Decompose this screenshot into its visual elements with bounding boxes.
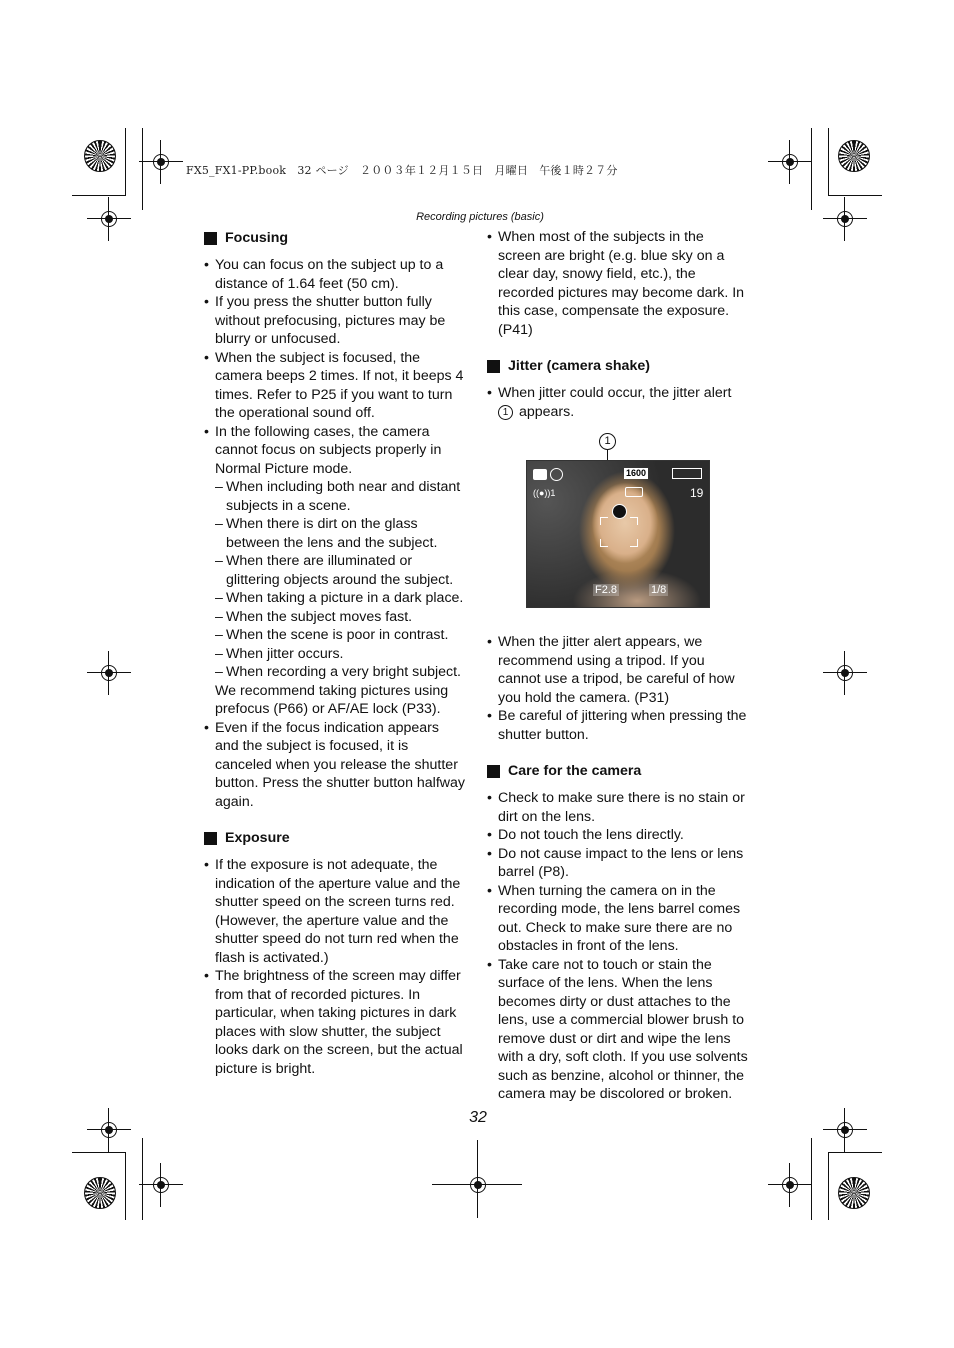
heading-square-icon: [204, 832, 217, 845]
heading-square-icon: [487, 765, 500, 778]
right-column: [487, 228, 749, 1104]
exposure-continued-list: [487, 228, 749, 339]
jitter-advice-list: [487, 633, 749, 744]
list-item: • When the subject is focused, the camera beeps 2 times. If not, it beeps 4 times. Refer to P25 if you want to turn the operational sound off.: [204, 349, 466, 423]
list-item: – When jitter occurs.: [215, 645, 466, 664]
list-item: • Do not touch the lens directly.: [487, 826, 749, 845]
list-item: • When the jitter alert appears, we recommend using a tripod. If you cannot use a tripod, be careful of how you hold the camera. (P31): [487, 633, 749, 707]
figure-callout: 1: [599, 433, 616, 450]
list-item: – When taking a picture in a dark place.: [215, 589, 466, 608]
list-item: • If you press the shutter button fully without prefocusing, pictures may be blurry or unfocused.: [204, 293, 466, 349]
list-item: • Do not cause impact to the lens or lens barrel (P8).: [487, 845, 749, 882]
heading-square-icon: [487, 360, 500, 373]
color-rosette-top-left: [84, 140, 116, 172]
callout-number: 1: [498, 405, 513, 420]
registration-mark-icon: [149, 1173, 173, 1197]
focus-recommendation: We recommend taking pictures using prefocus (P66) or AF/AE lock (P33).: [215, 682, 449, 717]
lcd-photo-preview: [526, 460, 710, 608]
section-heading-care: Care for the camera: [487, 761, 749, 781]
exposure-list: [204, 856, 466, 1078]
flash-off-icon: [550, 468, 563, 481]
list-item: • Be careful of jittering when pressing the shutter button.: [487, 707, 749, 744]
aperture-value: F2.8: [595, 584, 618, 596]
jitter-list: [487, 384, 749, 421]
focus-problem-cases: [215, 478, 466, 682]
list-item: • You can focus on the subject up to a distance of 1.64 feet (50 cm).: [204, 256, 466, 293]
care-list: [487, 789, 749, 1104]
page-number: 32: [469, 1109, 487, 1126]
left-column: [204, 228, 466, 1078]
list-item: • Even if the focus indication appears and the subject is focused, it is canceled when you release the shutter button. Press the shutter button halfway again.: [204, 719, 466, 812]
list-item: • If the exposure is not adequate, the indication of the aperture value and the shutter speed on the screen turns red. (However, the aperture value and the shutter speed do not turn red when the flash is activated.): [204, 856, 466, 967]
registration-mark-icon: [149, 150, 173, 174]
list-item: • Check to make sure there is no stain or dirt on the lens.: [487, 789, 749, 826]
battery-icon: [672, 468, 702, 479]
registration-mark-icon: [97, 207, 121, 231]
section-heading-focusing: Focusing: [204, 228, 466, 248]
registration-mark-icon: [97, 661, 121, 685]
list-item: • When most of the subjects in the screen are bright (e.g. blue sky on a clear day, snowy field, etc.), the recorded pictures may become dark. In this case, compensate the exposure. (P41): [487, 228, 749, 339]
list-item: • Take care not to touch or stain the surface of the lens. When the lens becomes dirty or dust attaches to the lens, use a commercial blower brush to remove dust or dirt and wipe the lens with a dry, soft cloth. If you use solvents such as benzine, alcohol or thinner, the camera may be discolored or broken.: [487, 956, 749, 1104]
list-item: • When jitter could occur, the jitter alert 1 appears.: [487, 384, 749, 421]
print-header: FX5_FX1-PP.book 32 ページ ２００３年１２月１５日 月曜日 午後１時２７分: [186, 164, 618, 177]
list-item: – When including both near and distant subjects in a scene.: [215, 478, 466, 515]
list-item: • In the following cases, the camera cannot focus on subjects properly in Normal Picture mode. – When including both near and distant subjects in a scene. – When there is dirt on the glass between the lens and the subject. – When there are illuminated or glittering objects around the subject. – When taking a picture in a dark place. – When the subject moves fast. – When the scene is poor in contrast. – When jitter occurs. – When recording a very bright subject. We recommend taking pictures using prefocus (P66) or AF/AE lock (P33).: [204, 423, 466, 719]
lcd-screen-figure: [487, 427, 749, 623]
color-rosette-top-right: [838, 140, 870, 172]
color-rosette-bottom-right: [838, 1177, 870, 1209]
focusing-list: [204, 256, 466, 811]
list-item: – When there is dirt on the glass between the lens and the subject.: [215, 515, 466, 552]
registration-mark-icon: [833, 1118, 857, 1142]
registration-mark-icon: [833, 207, 857, 231]
jitter-alert-icon: [625, 487, 643, 497]
remaining-pictures: 19: [690, 486, 704, 500]
section-heading-jitter: Jitter (camera shake): [487, 356, 749, 376]
list-item: • The brightness of the screen may differ from that of recorded pictures. In particular, when taking pictures in dark places with slow shutter, the subject looks dark on the screen, but the actual picture is bright.: [204, 967, 466, 1078]
list-item: – When there are illuminated or glittering objects around the subject.: [215, 552, 466, 589]
af-frame-icon: [600, 517, 638, 547]
list-item: – When the subject moves fast.: [215, 608, 466, 627]
registration-mark-icon: [466, 1173, 490, 1197]
registration-mark-icon: [778, 1173, 802, 1197]
list-item: • When turning the camera on in the recording mode, the lens barrel comes out. Check to make sure there are no obstacles in front of the lens.: [487, 882, 749, 956]
color-rosette-bottom-left: [84, 1177, 116, 1209]
registration-mark-icon: [97, 1118, 121, 1142]
camera-mode-icon: [533, 469, 547, 480]
heading-square-icon: [204, 232, 217, 245]
list-item: – When the scene is poor in contrast.: [215, 626, 466, 645]
registration-mark-icon: [778, 150, 802, 174]
running-head: Recording pictures (basic): [416, 211, 544, 223]
registration-mark-icon: [833, 661, 857, 685]
iso-indicator: 1600: [626, 468, 647, 478]
section-heading-exposure: Exposure: [204, 828, 466, 848]
list-item: – When recording a very bright subject.: [215, 663, 466, 682]
shutter-speed-value: 1/8: [651, 584, 667, 596]
stabilizer-indicator: ((●))1: [533, 488, 556, 498]
